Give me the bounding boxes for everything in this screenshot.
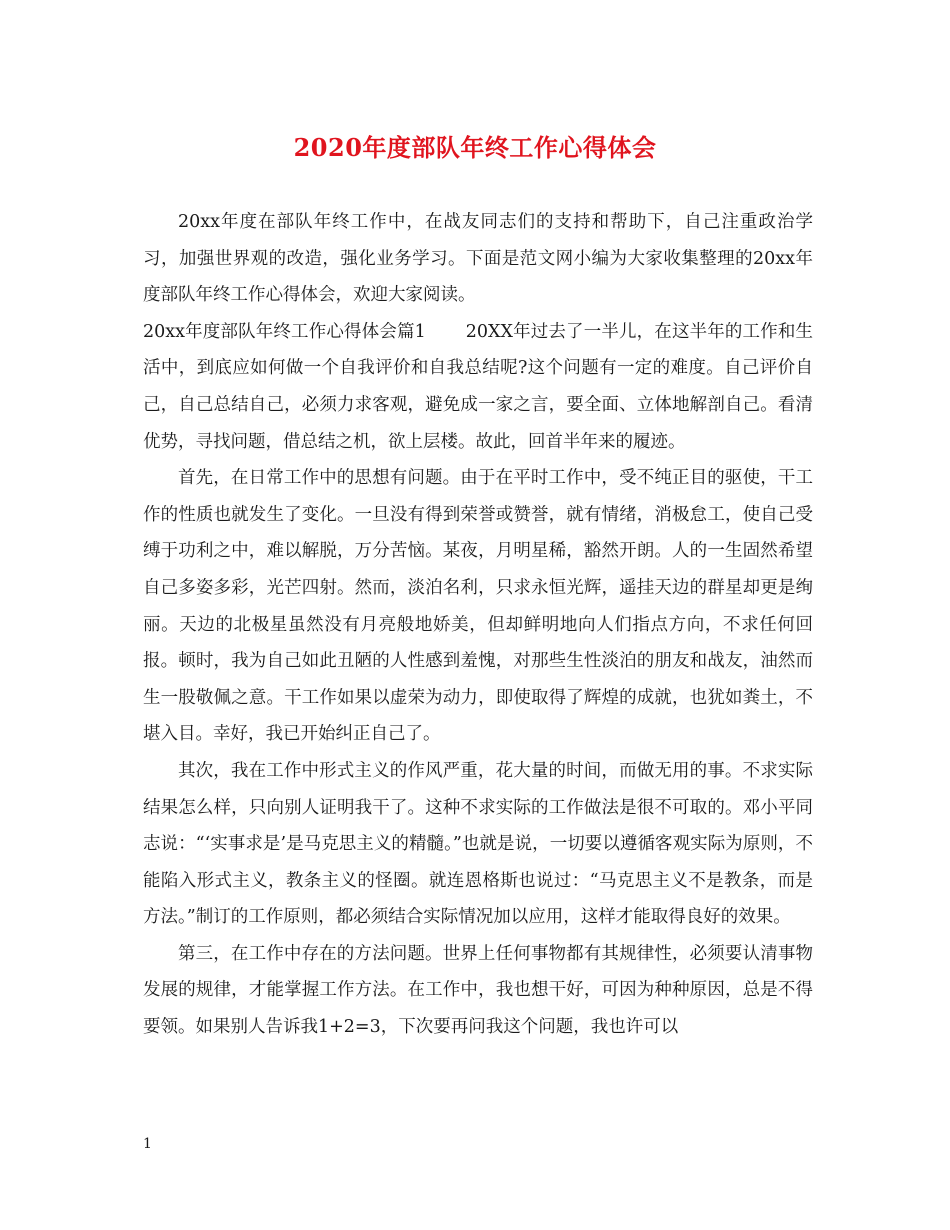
page-number: 1 bbox=[143, 1136, 152, 1152]
paragraph-second: 其次，我在工作中形式主义的作风严重，花大量的时间，而做无用的事。不求实际结果怎么样，只向别人证明我干了。这种不求实际的工作做法是很不可取的。邓小平同志说：“‘实事求是’是马克思主义的精髓。”也就是说，一切要以遵循客观实际为原则，不能陷入形式主义，教条主义的怪圈。就连恩格斯也说过：“马克思主义不是教条，而是方法。”制订的工作原则，都必须结合实际情况加以应用，这样才能取得良好的效果。 bbox=[143, 760, 813, 928]
document-title: 2020年度部队年终工作心得体会 bbox=[293, 133, 657, 162]
document-body bbox=[143, 204, 813, 1046]
section-heading: 20xx年度部队年终工作心得体会篇1 bbox=[143, 321, 426, 342]
paragraph-section-1 bbox=[143, 314, 813, 460]
paragraph-intro: 20xx年度在部队年终工作中，在战友同志们的支持和帮助下，自己注重政治学习，加强世界观的改造，强化业务学习。下面是范文网小编为大家收集整理的20xx年度部队年终工作心得体会，欢迎大家阅读。 bbox=[143, 212, 813, 306]
paragraph-first: 首先，在日常工作中的思想有问题。由于在平时工作中，受不纯正目的驱使，干工作的性质也就发生了变化。一旦没有得到荣誉或赞誉，就有情绪，消极怠工，使自己受缚于功利之中，难以解脱，万分苦恼。某夜，月明星稀，豁然开朗。人的一生固然希望自己多姿多彩，光芒四射。然而，淡泊名利，只求永恒光辉，遥挂天边的群星却更是绚丽。天边的北极星虽然没有月亮般地娇美，但却鲜明地向人们指点方向，不求任何回报。顿时，我为自己如此丑陋的人性感到羞愧，对那些生性淡泊的朋友和战友，油然而生一股敬佩之意。干工作如果以虚荣为动力，即使取得了辉煌的成就，也犹如粪土，不堪入目。幸好，我已开始纠正自己了。 bbox=[143, 468, 813, 745]
section-lead-text: 20XX年过去了一半儿，在这半年的工作和生活中，到底应如何做一个自我评价和自我总结呢?这个问题有一定的难度。自己评价自己，自己总结自己，必须力求客观，避免成一家之言，要全面、立体地解剖自己。看清优势，寻找问题，借总结之机，欲上层楼。故此，回首半年来的履迹。 bbox=[143, 321, 813, 452]
paragraph-third: 第三，在工作中存在的方法问题。世界上任何事物都有其规律性，必须要认清事物发展的规律，才能掌握工作方法。在工作中，我也想干好，可因为种种原因，总是不得要领。如果别人告诉我1+2=3，下次要再问我这个问题，我也许可以 bbox=[143, 943, 813, 1038]
